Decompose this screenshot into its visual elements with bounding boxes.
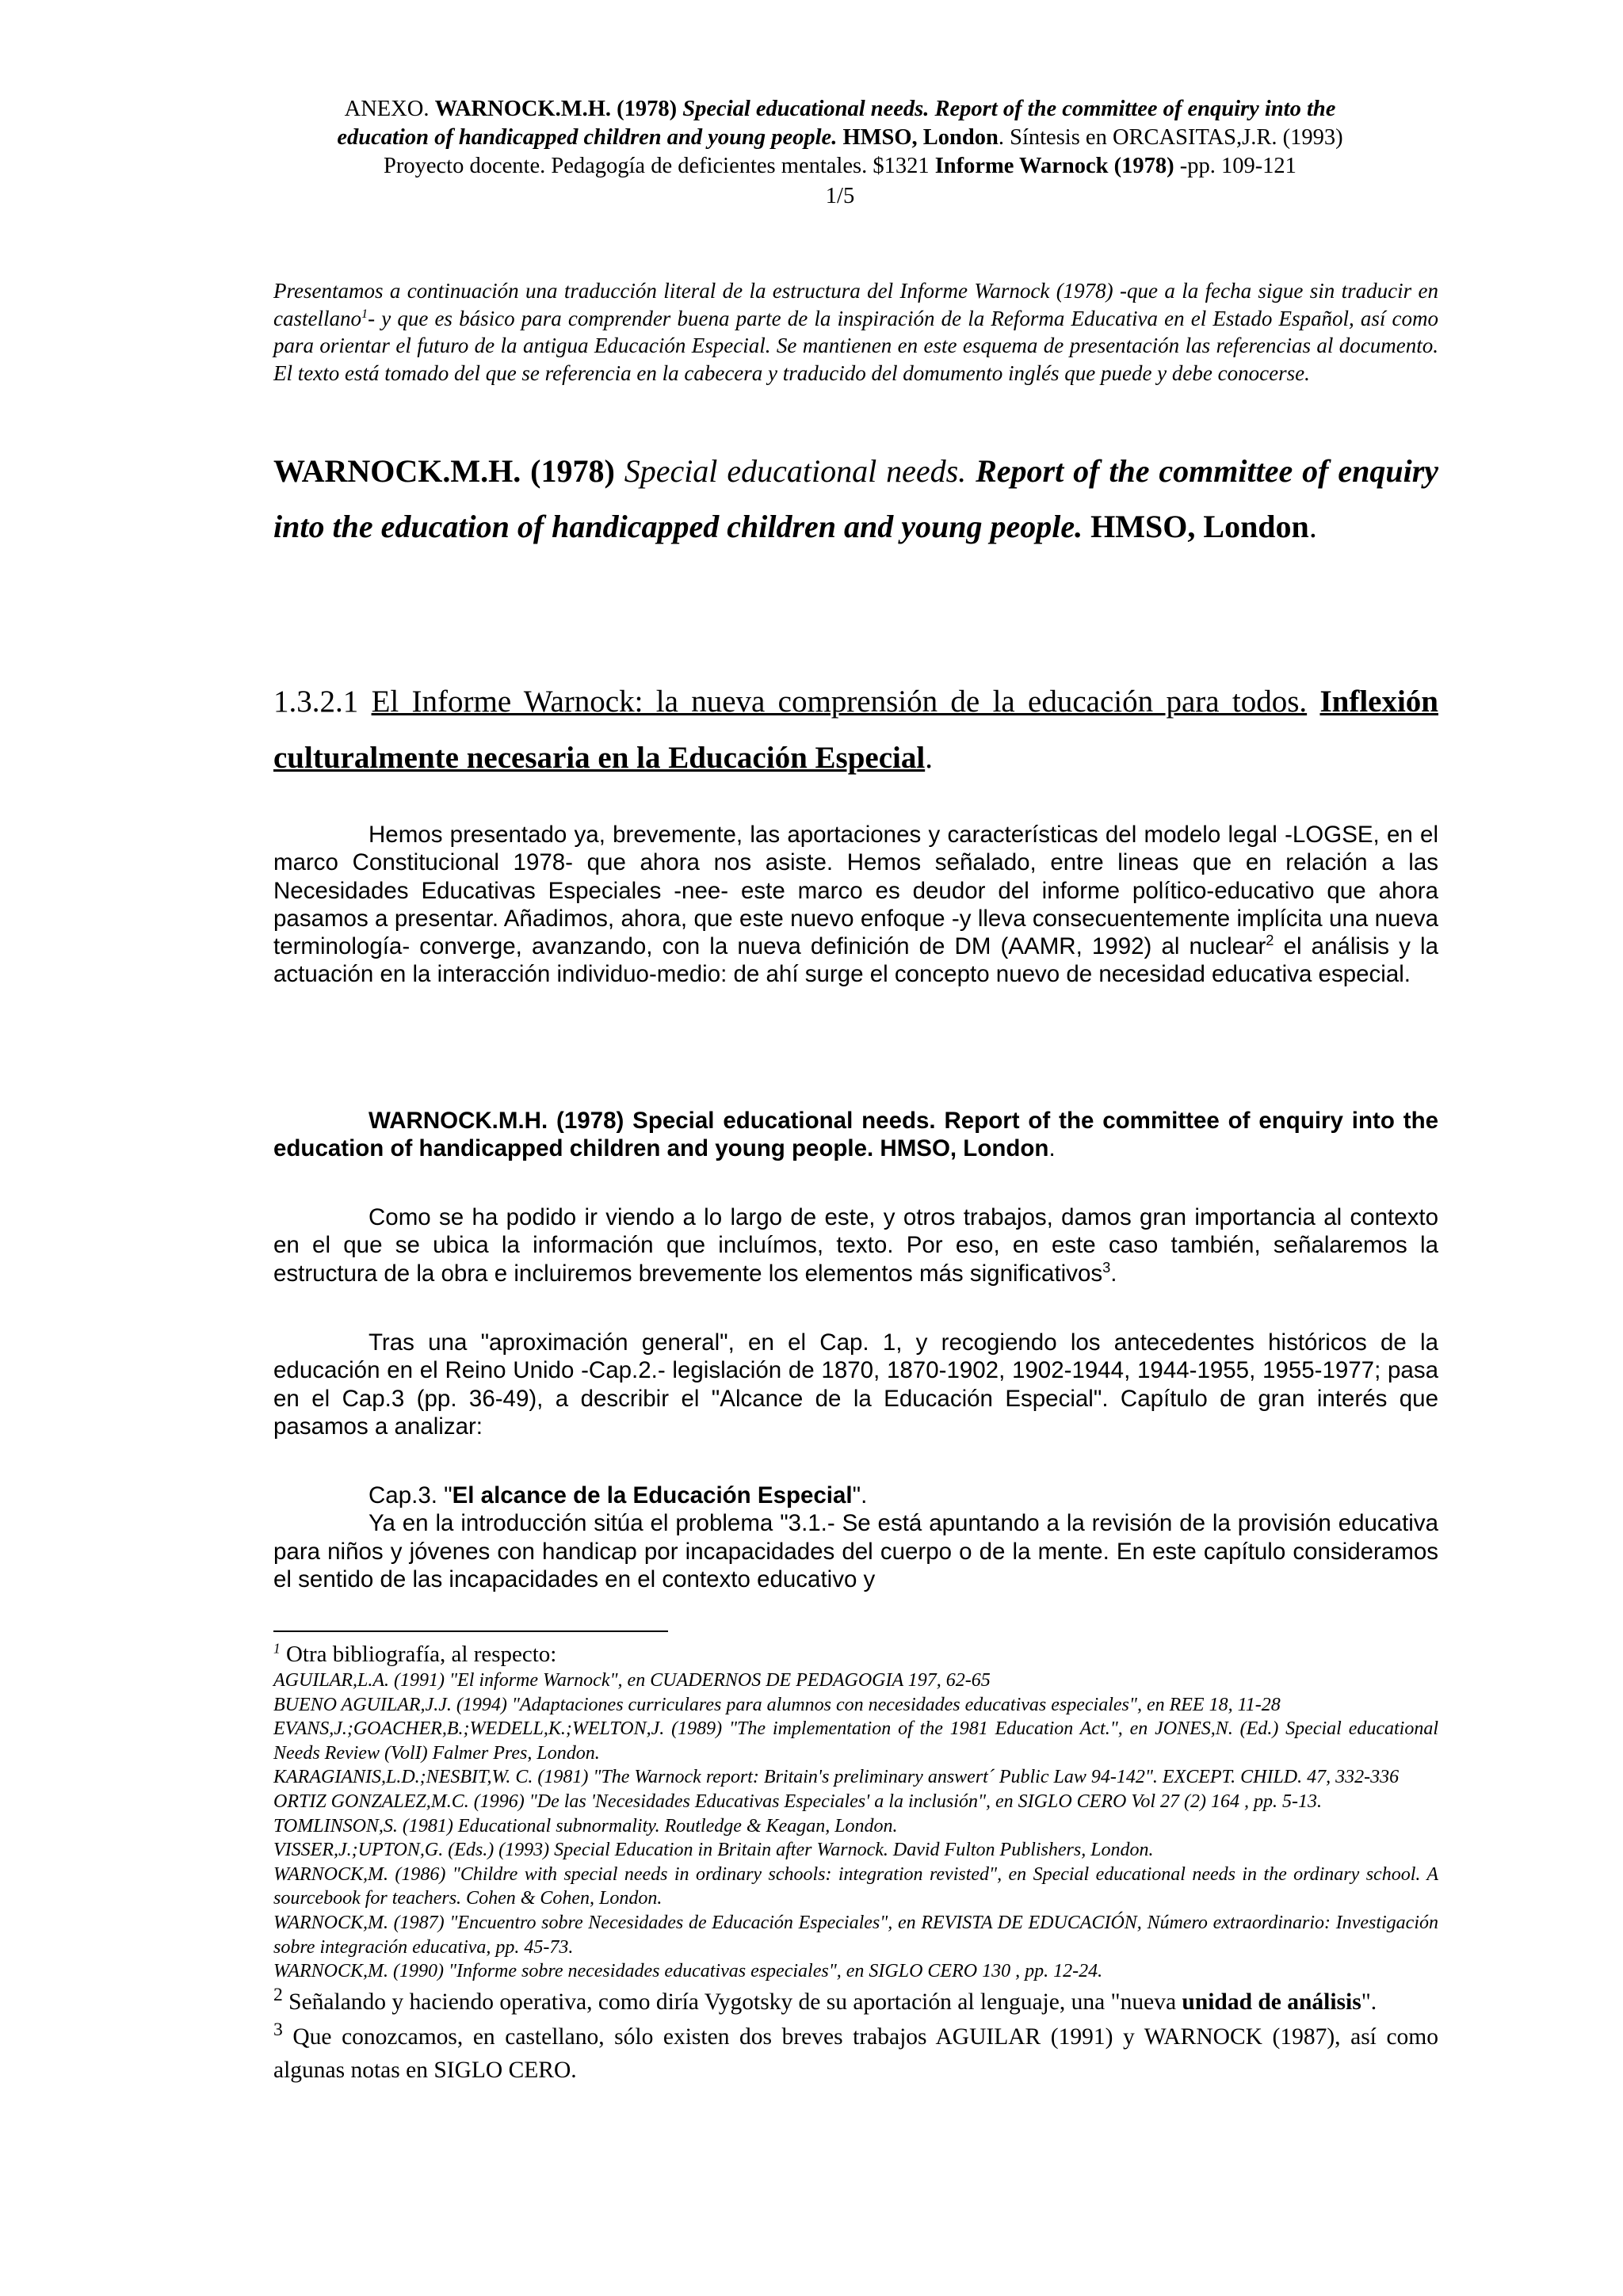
footnote-1: $^1$ Otra bibliografía, al respecto: <box>273 1640 557 1667</box>
footnotes <box>273 1640 1438 2087</box>
footnote-ref-item: ORTIZ GONZALEZ,M.C. (1996) "De las 'Necesidades Educativas Especiales' a la inclusión", en SIGLO CERO Vol 27 (2) 164 , pp. 5-13. <box>273 1791 1322 1812</box>
body-paragraph-4: Tras una "aproximación general", en el Cap. 1, y recogiendo los antecedentes históricos de la educación en el Reino Unido -Cap.2.- legislación de 1870, 1870-1902, 1902-1944, 1944-1955, 1955-1977; pasa en el Cap.3 (pp. 36-49), a describir el "Alcance de la Educación Especial". Capítulo de gran interés que pasamos a analizar: <box>273 1329 1438 1440</box>
header-line-3: Proyecto docente. Pedagogía de deficientes mentales. $1321 Informe Warnock (1978) -pp. 109-121 <box>384 154 1296 178</box>
footnote-ref-1: 1 <box>361 306 369 321</box>
footnote-ref-item: TOMLINSON,S. (1981) Educational subnormality. Routledge & Keagan, London. <box>273 1815 898 1836</box>
footnote-3: $^3$ Que conozcamos, en castellano, sólo existen dos breves trabajos AGUILAR (1991) y WARNOCK (1987), así como algunas notas en SIGLO CERO. <box>273 2019 1438 2083</box>
footnote-ref-item: KARAGIANIS,L.D.;NESBIT,W. C. (1981) "The Warnock report: Britain's preliminary answert´ Public Law 94-142". EXCEPT. CHILD. 47, 332-336 <box>273 1767 1400 1788</box>
footnote-ref-item: WARNOCK,M. (1987) "Encuentro sobre Necesidades de Educación Especiales", en REVISTA DE EDUCACIÓN, Número extraordinario: Investigación sobre integración educativa, pp. 45-73. <box>273 1912 1438 1958</box>
footnote-ref-2: 2 <box>1266 932 1274 949</box>
body-paragraph-5: Cap.3. "El alcance de la Educación Especial". Ya en la introducción sitúa el problema "3.1.- Se está apuntando a la revisión de la provisión educativa para niños y jóvenes con handicap por incapacidades del cuerpo o de la mente. En este capítulo consideramos el sentido de las incapacidades en el contexto educativo y <box>273 1482 1438 1592</box>
header-line-2: education of handicapped children and young people. HMSO, London. Síntesis en ORCASITAS,J.R. (1993) <box>337 125 1343 150</box>
page-number: 1/5 <box>825 184 855 208</box>
footnote-ref-item: WARNOCK,M. (1986) "Childre with special needs in ordinary schools: integration revisted", en Special educational needs in the ordinary school. A sourcebook for teachers. Cohen & Cohen, London. <box>273 1863 1438 1909</box>
body-paragraph-1: Hemos presentado ya, brevemente, las aportaciones y características del modelo legal -LOGSE, en el marco Constitucional 1978- que ahora nos asiste. Hemos señalado, entre lineas que en relación a las Necesidades Educativas Especiales -nee- este marco es deudor del informe político-educativo que ahora pasamos a presentar. Añadimos, ahora, que este nuevo enfoque -y lleva consecuentemente implícita una nueva terminología- converge, avanzando, con la nueva definición de DM (AAMR, 1992) al nuclear$^2$ el análisis y la actuación en la interacción individuo-medio: de ahí surge el concepto nuevo de necesidad educativa especial. <box>273 822 1438 988</box>
reference-heading: WARNOCK.M.H. (1978) Special educational needs. Report of the committee of enquiry into the education of handicapped children and young people. HMSO, London. <box>273 453 1439 544</box>
footnote-ref-item: AGUILAR,L.A. (1991) "El informe Warnock", en CUADERNOS DE PEDAGOGIA 197, 62-65 <box>273 1670 991 1691</box>
intro-paragraph: Presentamos a continuación una traducción literal de la estructura del Informe Warnock (1978) -que a la fecha sigue sin traducir en castellano$^1$- y que es básico para comprender buena parte de la inspiración de la Reforma Educativa en el Estado Español, así como para orientar el futuro de la antigua Educación Especial. Se mantienen en este esquema de presentación las referencias al documento. El texto está tomado del que se referencia en la cabecera y traducido del domumento inglés que puede y debe conocerse. <box>273 279 1438 385</box>
header-line-1: ANEXO. WARNOCK.M.H. (1978) Special educational needs. Report of the committee of enquiry into the <box>344 97 1336 121</box>
footnote-ref-3: 3 <box>1102 1258 1111 1276</box>
footnote-ref-item: BUENO AGUILAR,J.J. (1994) "Adaptaciones curriculares para alumnos con necesidades educativas especiales", en REE 18, 11-28 <box>273 1694 1281 1715</box>
page-header <box>269 95 1411 211</box>
footnote-ref-item: VISSER,J.;UPTON,G. (Eds.) (1993) Special Education in Britain after Warnock. David Fulton Publishers, London. <box>273 1840 1154 1861</box>
footnote-2: $^2$ Señalando y haciendo operativa, como diría Vygotsky de su aportación al lenguaje, una "nueva unidad de análisis". <box>273 1984 1377 2015</box>
footnote-ref-item: WARNOCK,M. (1990) "Informe sobre necesidades educativas especiales", en SIGLO CERO 130 , pp. 12-24. <box>273 1961 1103 1982</box>
body-paragraph-3: Como se ha podido ir viendo a lo largo de este, y otros trabajos, damos gran importancia al contexto en el que se ubica la información que incluímos, texto. Por eso, en este caso también, señalaremos la estructura de la obra e incluiremos brevemente los elementos más significativos$^3$. <box>273 1204 1438 1287</box>
footnote-ref-item: EVANS,J.;GOACHER,B.;WEDELL,K.;WELTON,J. (1989) "The implementation of the 1981 Education Act.", en JONES,N. (Ed.) Special educational Needs Review (VolI) Falmer Pres, London. <box>273 1718 1438 1764</box>
chapter-3-title: Cap.3. "El alcance de la Educación Especial". <box>369 1482 868 1508</box>
section-heading: 1.3.2.1 El Informe Warnock: la nueva comprensión de la educación para todos. Inflexión culturalmente necesaria en la Educación Especial. <box>273 685 1438 775</box>
footnote-separator <box>273 1630 668 1632</box>
body-paragraph-2: WARNOCK.M.H. (1978) Special educational needs. Report of the committee of enquiry into the education of handicapped children and young people. HMSO, London. <box>273 1108 1438 1162</box>
